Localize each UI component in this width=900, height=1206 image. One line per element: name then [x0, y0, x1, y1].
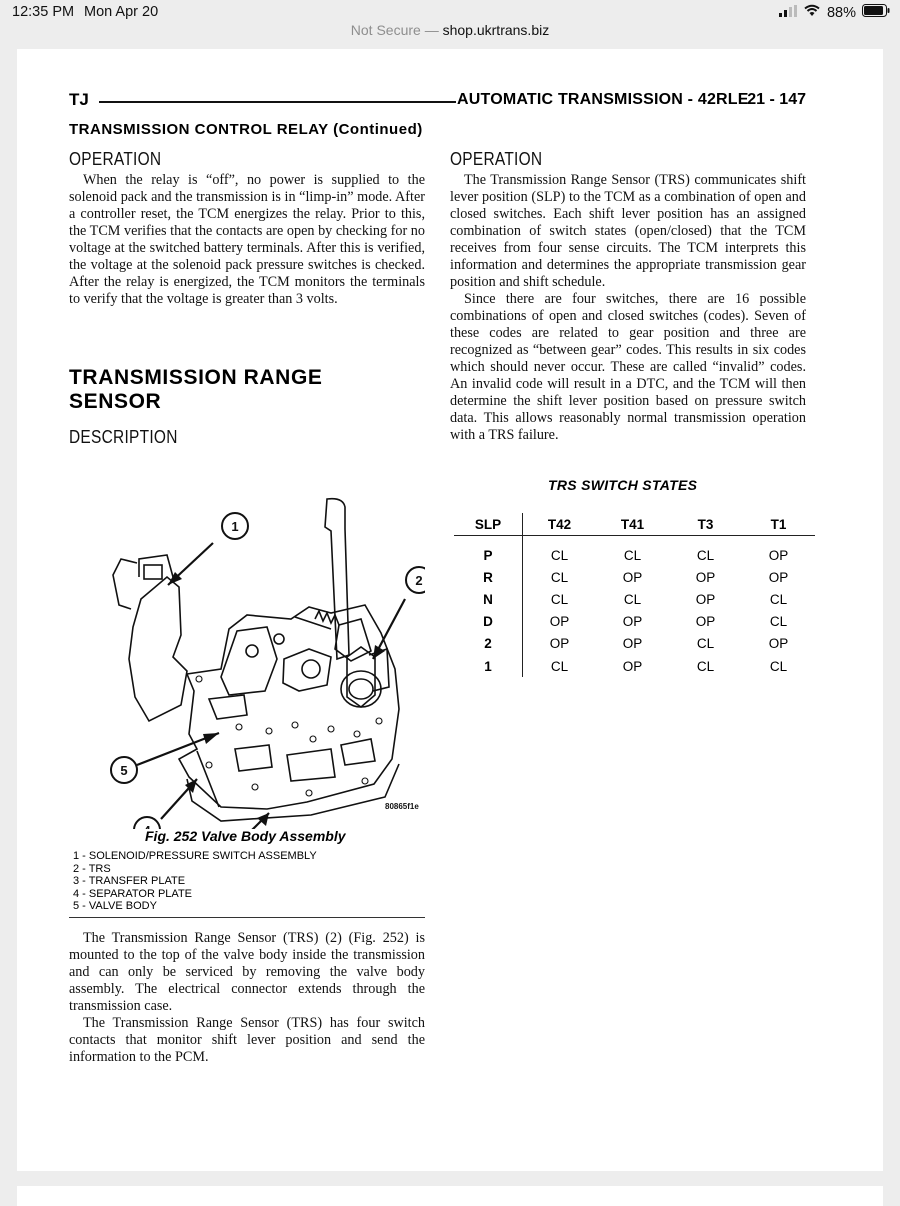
header-model: TJ: [69, 90, 89, 109]
operation-text-right: [450, 172, 806, 444]
header-title: AUTOMATIC TRANSMISSION - 42RLE: [457, 91, 749, 108]
table-cell: CL: [550, 591, 569, 607]
column-header-t1: T1: [770, 516, 787, 532]
table-cell: OP: [768, 569, 789, 585]
column-header-t41: T41: [620, 516, 645, 532]
table-cell: OP: [549, 614, 570, 630]
description-heading: DESCRIPTION: [69, 427, 178, 447]
table-title: TRS SWITCH STATES: [548, 477, 698, 493]
table-cell: OP: [549, 636, 570, 652]
ios-status-bar: [0, 0, 900, 24]
table-cell: P: [454, 536, 523, 567]
table-row: [454, 566, 815, 588]
operation-paragraph: When the relay is “off”, no power is supplied to the solenoid pack and the transmission is in “limp-in” mode. After a controller reset, the TCM energizes the relay. Prior to this, the TCM verifies that the contacts are open by checking for no voltage at the switched battery terminals. After this is verified, the voltage at the solenoid pack pressure switches is checked. After the relay is energized, the TCM monitors the terminals to verify that the voltage is greater than 3 volts.: [69, 172, 425, 307]
table-cell: OP: [622, 614, 643, 630]
table-cell: CL: [769, 614, 788, 630]
column-header-slp: SLP: [454, 513, 523, 536]
table-cell: OP: [622, 569, 643, 585]
table-cell: CL: [769, 591, 788, 607]
legend-item: 2 - TRS: [73, 862, 111, 875]
url-host[interactable]: shop.ukrtrans.biz: [442, 22, 550, 38]
table-cell: CL: [623, 547, 642, 563]
table-cell: OP: [695, 614, 716, 630]
table-cell: OP: [622, 636, 643, 652]
table-row: [454, 611, 815, 633]
legend-item: 3 - TRANSFER PLATE: [73, 875, 186, 887]
description-paragraph: The Transmission Range Sensor (TRS) has four switch contacts that monitor shift lever position and send the information to the PCM.: [69, 1015, 425, 1065]
operation-text-left: [69, 172, 425, 308]
table-cell: 1: [454, 655, 523, 677]
column-header-t3: T3: [697, 516, 714, 532]
continued-heading: TRANSMISSION CONTROL RELAY (Continued): [69, 121, 423, 138]
figure-legend: [73, 850, 317, 913]
manual-page: [17, 49, 883, 1171]
table-cell: 2: [454, 633, 523, 655]
table-cell: OP: [768, 636, 789, 652]
table-row: [454, 588, 815, 610]
url-separator: —: [420, 22, 443, 38]
trs-operation-paragraph: The Transmission Range Sensor (TRS) communicates shift lever position (SLP) to the TCM as a combination of open and closed switches. Each shift lever position has an assigned combination of switch states (open/closed) that the TCM receives from four sense circuits. The TCM interprets this information and determines the appropriate transmission gear position and shift schedule.: [450, 172, 806, 290]
table-cell: OP: [768, 547, 789, 563]
table-cell: CL: [769, 658, 788, 674]
signal-icon: [779, 5, 797, 21]
figure-code: 80865f1e: [385, 802, 419, 811]
callout-1: 1: [231, 519, 239, 534]
table-cell: CL: [550, 569, 569, 585]
table-row: [454, 536, 815, 567]
legend-item: 1 - SOLENOID/PRESSURE SWITCH ASSEMBLY: [73, 850, 317, 862]
table-cell: CL: [550, 547, 569, 563]
next-page-edge: [17, 1186, 883, 1206]
table-cell: OP: [695, 591, 716, 607]
figure-caption: Fig. 252 Valve Body Assembly: [145, 828, 346, 844]
legend-item: 5 - VALVE BODY: [73, 900, 157, 912]
table-cell: N: [454, 588, 523, 610]
table-cell: CL: [696, 636, 715, 652]
page-number: 21 - 147: [747, 91, 806, 108]
security-label: Not Secure: [350, 22, 421, 38]
table-cell: OP: [622, 658, 643, 674]
status-time: 12:35 PM: [12, 4, 75, 20]
table-cell: CL: [696, 658, 715, 674]
status-date: Mon Apr 20: [84, 4, 159, 20]
column-header-t42: T42: [547, 516, 572, 532]
url-bar[interactable]: [0, 22, 900, 44]
battery-percent: 88%: [826, 4, 856, 21]
valve-body-illustration: [69, 459, 425, 829]
figure-divider: [69, 917, 425, 918]
table-header-row: [454, 513, 815, 536]
trs-operation-paragraph: Since there are four switches, there are 16 possible combinations of open and closed switches (codes). Seven of these codes are related to gear position and three are recognized as “between gear” codes. This results in six codes which should never occur. These are called “invalid” codes. An invalid code will result in a DTC, and the TCM will then determine the shift lever position based on pressure switch data. This allows reasonably normal transmission operation with a TRS failure.: [450, 291, 806, 443]
operation-heading-right: OPERATION: [450, 149, 543, 169]
operation-heading-left: OPERATION: [69, 149, 162, 169]
callout-5: 5: [120, 763, 128, 778]
legend-item: 4 - SEPARATOR PLATE: [73, 887, 192, 900]
table-cell: R: [454, 566, 523, 588]
description-paragraph: The Transmission Range Sensor (TRS) (2) (Fig. 252) is mounted to the top of the valve body inside the transmission and can only be serviced by removing the valve body assembly. The electrical connector extends through the transmission case.: [69, 930, 425, 1014]
table-row: [454, 633, 815, 655]
table-cell: CL: [623, 591, 642, 607]
description-text: [69, 930, 425, 1066]
table-row: [454, 655, 815, 677]
valve-body-figure: [69, 459, 425, 829]
battery-icon: [862, 4, 890, 21]
table-cell: D: [454, 611, 523, 633]
callout-2: 2: [415, 573, 423, 588]
table-cell: CL: [696, 547, 715, 563]
status-right-group: [779, 4, 890, 21]
trs-switch-states-table: [454, 513, 815, 677]
table-cell: OP: [695, 569, 716, 585]
table-cell: CL: [550, 658, 569, 674]
header-rule: [99, 101, 456, 103]
section-heading: TRANSMISSION RANGE SENSOR: [69, 366, 323, 413]
wifi-icon: [803, 4, 821, 21]
page-header: [69, 90, 806, 112]
